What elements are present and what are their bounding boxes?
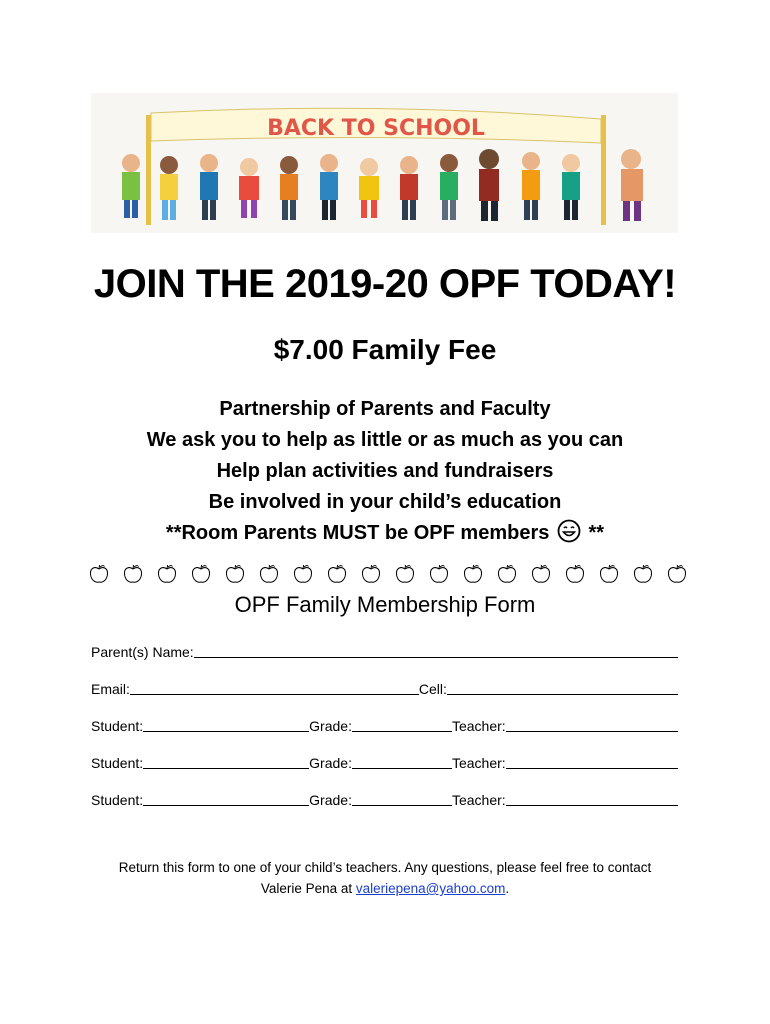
parents-name-field[interactable] bbox=[194, 642, 678, 658]
student-field[interactable] bbox=[143, 790, 309, 806]
info-point: Partnership of Parents and Faculty bbox=[219, 398, 551, 420]
contact-email-link[interactable]: valeriepena@yahoo.com bbox=[355, 881, 506, 896]
room-note-text: **Room Parents MUST be OPF members bbox=[165, 522, 550, 544]
apple-divider bbox=[88, 563, 688, 585]
teacher-label: Teacher: bbox=[451, 792, 506, 808]
apple-outline-icon bbox=[564, 563, 586, 585]
teacher-field[interactable] bbox=[506, 753, 678, 769]
teacher-field[interactable] bbox=[506, 790, 678, 806]
info-points bbox=[0, 394, 770, 549]
footer-contact-suffix: . bbox=[505, 881, 510, 896]
apple-outline-icon bbox=[462, 563, 484, 585]
apple-outline-icon bbox=[394, 563, 416, 585]
apple-outline-icon bbox=[360, 563, 382, 585]
student-label: Student: bbox=[91, 755, 144, 771]
apple-outline-icon bbox=[598, 563, 620, 585]
teacher-label: Teacher: bbox=[451, 755, 506, 771]
student-label: Student: bbox=[91, 718, 144, 734]
grade-label: Grade: bbox=[309, 792, 352, 808]
apple-outline-icon bbox=[326, 563, 348, 585]
teacher-field[interactable] bbox=[506, 716, 678, 732]
footer-note bbox=[0, 857, 770, 899]
email-cell-row bbox=[91, 677, 678, 697]
student-field[interactable] bbox=[143, 716, 309, 732]
back-to-school-banner bbox=[91, 93, 678, 233]
parents-name-row bbox=[91, 640, 678, 660]
cell-label: Cell: bbox=[418, 681, 447, 697]
parents-name-label: Parent(s) Name: bbox=[91, 644, 194, 660]
banner-text: BACK TO SCHOOL bbox=[267, 116, 485, 141]
apple-outline-icon bbox=[632, 563, 654, 585]
student-row-1 bbox=[91, 714, 678, 734]
apple-outline-icon bbox=[156, 563, 178, 585]
grade-label: Grade: bbox=[309, 718, 352, 734]
page-title: JOIN THE 2019-20 OPF TODAY! bbox=[93, 262, 677, 306]
teacher-label: Teacher: bbox=[451, 718, 506, 734]
info-point: Be involved in your child’s education bbox=[208, 491, 562, 513]
apple-outline-icon bbox=[224, 563, 246, 585]
grade-field[interactable] bbox=[352, 753, 452, 769]
apple-outline-icon bbox=[292, 563, 314, 585]
footer-line-2 bbox=[0, 878, 770, 899]
student-field[interactable] bbox=[143, 753, 309, 769]
apple-outline-icon bbox=[428, 563, 450, 585]
family-fee: $7.00 Family Fee bbox=[273, 334, 497, 365]
cell-field[interactable] bbox=[447, 679, 678, 695]
grade-field[interactable] bbox=[352, 716, 452, 732]
room-parents-note bbox=[0, 518, 770, 549]
student-row-3 bbox=[91, 788, 678, 808]
student-label: Student: bbox=[91, 792, 144, 808]
info-point: We ask you to help as little or as much as you can bbox=[146, 429, 624, 451]
room-note-suffix: ** bbox=[588, 522, 605, 544]
apple-outline-icon bbox=[88, 563, 110, 585]
apple-outline-icon bbox=[496, 563, 518, 585]
apple-outline-icon bbox=[530, 563, 552, 585]
student-row-2 bbox=[91, 751, 678, 771]
footer-line-1: Return this form to one of your child’s teachers. Any questions, please feel free to contact bbox=[118, 860, 652, 875]
apple-outline-icon bbox=[190, 563, 212, 585]
form-title: OPF Family Membership Form bbox=[234, 592, 536, 617]
email-field[interactable] bbox=[130, 679, 419, 695]
grade-field[interactable] bbox=[352, 790, 452, 806]
footer-contact-prefix: Valerie Pena at bbox=[260, 881, 356, 896]
email-label: Email: bbox=[91, 681, 130, 697]
apple-outline-icon bbox=[122, 563, 144, 585]
info-point: Help plan activities and fundraisers bbox=[216, 460, 554, 482]
grade-label: Grade: bbox=[309, 755, 352, 771]
apple-outline-icon bbox=[666, 563, 688, 585]
smiley-icon bbox=[557, 519, 581, 543]
apple-outline-icon bbox=[258, 563, 280, 585]
